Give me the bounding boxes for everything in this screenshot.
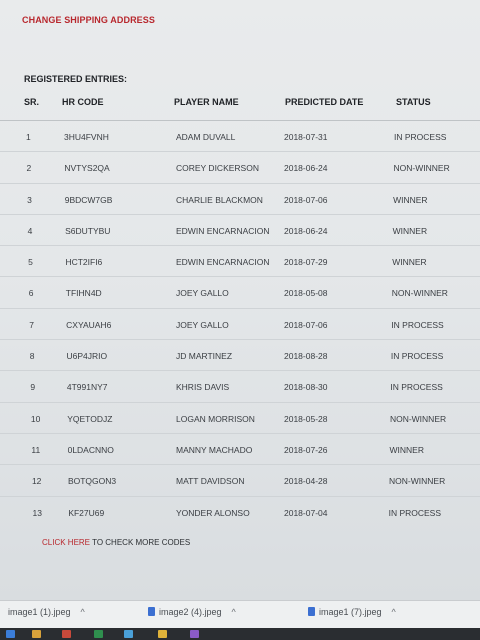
cell-status: IN PROCESS — [390, 382, 443, 393]
table-header — [0, 97, 480, 111]
table-row — [0, 433, 480, 464]
table-row — [0, 151, 480, 182]
cell-hr-code: S6DUTYBU — [65, 225, 111, 236]
entries-table-body — [0, 120, 480, 527]
cell-status: NON-WINNER — [389, 476, 446, 487]
taskbar — [0, 628, 480, 640]
table-row — [0, 464, 480, 495]
app-icon[interactable] — [62, 630, 71, 638]
cell-hr-code: 0LDACNNO — [67, 444, 114, 455]
download-filename: image1 (1).jpeg — [8, 607, 71, 617]
table-row — [0, 308, 480, 339]
jpeg-file-icon — [148, 607, 155, 616]
chevron-up-icon[interactable]: ^ — [391, 607, 396, 617]
change-shipping-address-link[interactable]: CHANGE SHIPPING ADDRESS — [22, 15, 155, 25]
check-more-codes-text: TO CHECK MORE CODES — [90, 538, 191, 547]
cell-player-name: CHARLIE BLACKMON — [176, 194, 263, 205]
cell-predicted-date: 2018-06-24 — [284, 163, 328, 174]
table-row — [0, 276, 480, 307]
table-row — [0, 214, 480, 245]
cell-hr-code: TFIHN4D — [65, 288, 102, 299]
app-icon[interactable] — [190, 630, 199, 638]
table-row — [0, 183, 480, 214]
cell-hr-code: NVTYS2QA — [64, 163, 110, 174]
cell-hr-code: BOTQGON3 — [67, 476, 117, 487]
chevron-up-icon[interactable]: ^ — [80, 607, 85, 617]
cell-player-name: LOGAN MORRISON — [176, 413, 255, 424]
cell-player-name: MANNY MACHADO — [176, 444, 253, 455]
start-icon[interactable] — [6, 630, 15, 638]
cell-sr: 2 — [26, 163, 32, 174]
jpeg-file-icon — [308, 607, 315, 616]
col-header-sr: SR. — [24, 97, 40, 107]
cell-sr: 13 — [32, 507, 42, 518]
cell-sr: 11 — [31, 444, 41, 455]
cell-predicted-date: 2018-07-06 — [284, 194, 328, 205]
cell-hr-code: U6P4JRIO — [66, 351, 108, 362]
cell-sr: 12 — [31, 476, 42, 487]
cell-player-name: MATT DAVIDSON — [176, 476, 245, 487]
cell-status: IN PROCESS — [388, 507, 442, 518]
cell-predicted-date: 2018-04-28 — [284, 476, 328, 487]
cell-status: IN PROCESS — [390, 351, 444, 362]
chevron-up-icon[interactable]: ^ — [231, 607, 236, 617]
download-filename: image2 (4).jpeg — [159, 607, 222, 617]
cell-sr: 1 — [26, 132, 31, 142]
cell-hr-code: CXYAUAH6 — [66, 319, 112, 330]
cell-sr: 5 — [28, 257, 33, 268]
col-header-player-name: PLAYER NAME — [174, 97, 239, 107]
cell-status: NON-WINNER — [391, 288, 448, 299]
cell-hr-code: HCT2IFI6 — [65, 257, 103, 268]
cell-sr: 4 — [27, 225, 33, 236]
cell-hr-code: YQETODJZ — [67, 413, 113, 424]
cell-player-name: EDWIN ENCARNACION — [176, 225, 270, 236]
download-filename: image1 (7).jpeg — [319, 607, 382, 617]
cell-predicted-date: 2018-08-30 — [284, 382, 328, 393]
cell-predicted-date: 2018-05-08 — [284, 288, 328, 299]
cell-predicted-date: 2018-07-29 — [284, 257, 328, 268]
cell-status: WINNER — [389, 444, 424, 455]
cell-status: WINNER — [392, 257, 427, 268]
app-icon[interactable] — [158, 630, 167, 638]
cell-player-name: JOEY GALLO — [176, 319, 229, 330]
download-item[interactable] — [8, 607, 85, 617]
cell-predicted-date: 2018-06-24 — [284, 225, 328, 236]
cell-hr-code: 4T991NY7 — [66, 382, 108, 393]
table-row — [0, 496, 480, 527]
cell-sr: 3 — [27, 194, 32, 205]
app-icon[interactable] — [32, 630, 41, 638]
cell-hr-code: 9BDCW7GB — [64, 194, 113, 205]
cell-hr-code: 3HU4FVNH — [64, 132, 109, 142]
table-row — [0, 339, 480, 370]
cell-predicted-date: 2018-07-26 — [284, 444, 328, 455]
table-row — [0, 370, 480, 401]
cell-predicted-date: 2018-07-31 — [284, 132, 328, 142]
app-icon[interactable] — [124, 630, 133, 638]
cell-player-name: ADAM DUVALL — [176, 132, 236, 142]
cell-predicted-date: 2018-05-28 — [284, 413, 328, 424]
cell-player-name: KHRIS DAVIS — [176, 382, 230, 393]
cell-hr-code: KF27U69 — [68, 507, 105, 518]
cell-sr: 7 — [29, 319, 34, 330]
download-item[interactable] — [308, 607, 396, 617]
cell-sr: 6 — [28, 288, 34, 299]
col-header-hr-code: HR CODE — [62, 97, 104, 107]
cell-player-name: JOEY GALLO — [176, 288, 229, 299]
cell-status: NON-WINNER — [393, 163, 450, 174]
cell-predicted-date: 2018-07-06 — [284, 319, 328, 330]
cell-player-name: EDWIN ENCARNACION — [176, 257, 270, 268]
table-row — [0, 245, 480, 276]
download-item[interactable] — [148, 607, 236, 617]
downloads-bar — [0, 600, 480, 628]
cell-sr: 10 — [30, 413, 41, 424]
cell-sr: 9 — [30, 382, 36, 393]
cell-sr: 8 — [29, 351, 35, 362]
cell-status: WINNER — [393, 194, 428, 205]
cell-status: IN PROCESS — [394, 132, 447, 142]
col-header-predicted-date: PREDICTED DATE — [285, 97, 364, 107]
cell-status: NON-WINNER — [389, 413, 447, 424]
app-icon[interactable] — [94, 630, 103, 638]
cell-predicted-date: 2018-08-28 — [284, 351, 328, 362]
check-more-codes — [42, 538, 190, 547]
cell-player-name: JD MARTINEZ — [176, 351, 233, 362]
table-row — [0, 402, 480, 433]
table-row — [0, 120, 480, 151]
cell-player-name: YONDER ALONSO — [176, 507, 250, 518]
cell-status: IN PROCESS — [391, 319, 444, 330]
registered-entries-heading: REGISTERED ENTRIES: — [24, 74, 128, 84]
cell-player-name: COREY DICKERSON — [176, 163, 259, 174]
col-header-status: STATUS — [396, 97, 431, 107]
click-here-link[interactable]: CLICK HERE — [42, 538, 91, 547]
cell-status: WINNER — [392, 225, 428, 236]
cell-predicted-date: 2018-07-04 — [284, 507, 328, 518]
